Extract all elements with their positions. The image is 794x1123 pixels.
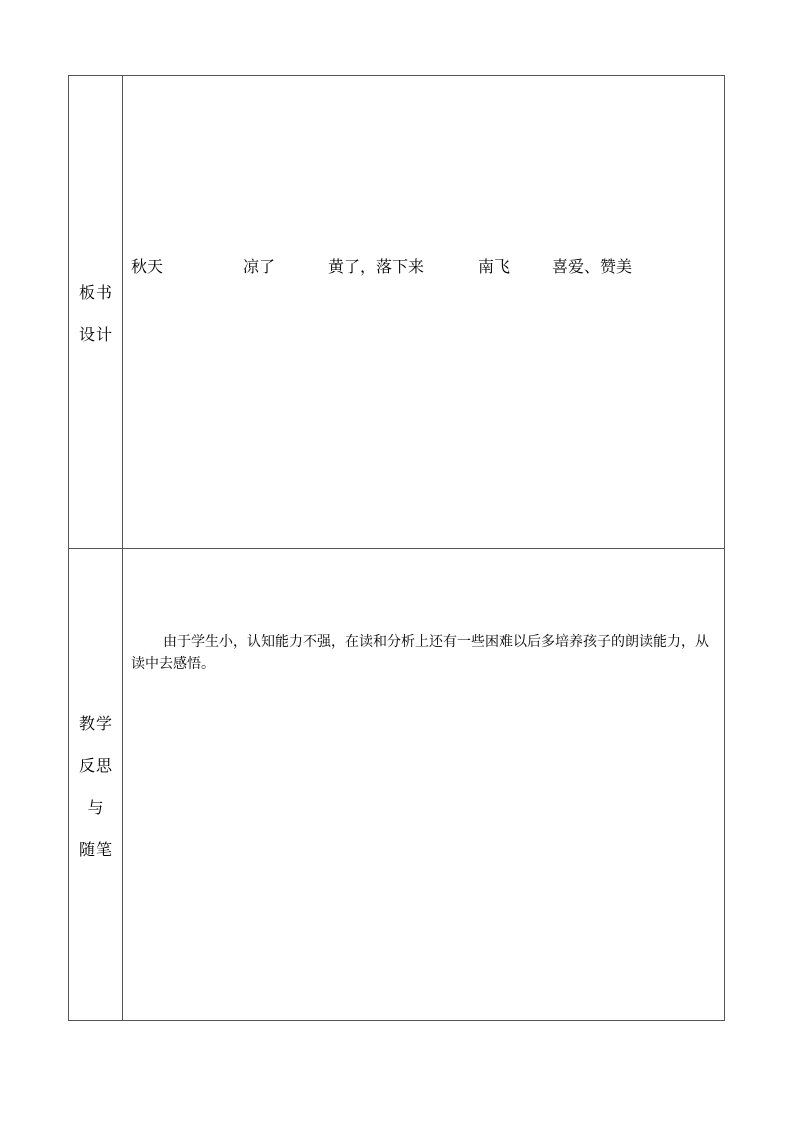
- label-line: 教学: [78, 714, 113, 733]
- reflection-text: 由于学生小，认知能力不强，在读和分析上还有一些困难以后多培养孩子的朗读能力，从读中去感悟。: [131, 634, 709, 672]
- label-line: 随笔: [78, 840, 113, 859]
- label-line: 与: [87, 798, 105, 817]
- reflection-row: [69, 549, 724, 1020]
- reflection-label: [69, 703, 123, 871]
- board-item: 黄了，落下来: [328, 257, 425, 276]
- board-design-content: [123, 76, 724, 548]
- label-line: 板书: [78, 283, 113, 302]
- board-item: 喜爱、赞美: [552, 257, 633, 276]
- lesson-table: [68, 75, 725, 1021]
- label-line: 反思: [78, 756, 113, 775]
- reflection-content: [123, 549, 724, 1020]
- board-design-label: [69, 272, 123, 356]
- board-item: 凉了: [243, 257, 276, 276]
- board-design-row: [69, 76, 724, 549]
- board-item: 秋天: [131, 257, 164, 276]
- reflection-label-cell: [69, 549, 123, 1020]
- board-design-label-cell: [69, 76, 123, 548]
- board-item: 南飞: [478, 257, 511, 276]
- label-line: 设计: [78, 325, 113, 344]
